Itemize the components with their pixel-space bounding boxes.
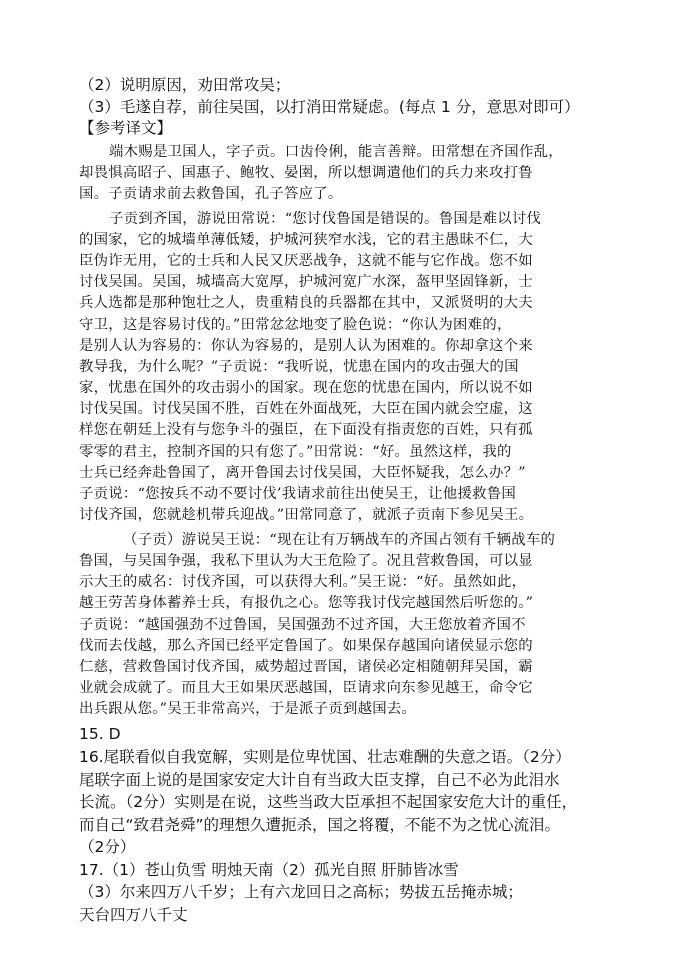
translation-line: 样您在朝廷上没有与您争斗的强臣，在下面没有指责您的百姓，只有孤 (79, 422, 533, 438)
translation-line: 子贡说：“您按兵不动不要讨伐’我请求前往出使吴王，让他援救鲁国 (79, 486, 517, 502)
translation-line: 子贡到齐国，游说田常说：“您讨伐鲁国是错误的。鲁国是难以讨伐 (109, 211, 542, 227)
translation-line: 子贡说：“越国强劲不过鲁国，吴国强劲不过齐国，大王您放着齐国不 (79, 617, 526, 633)
answer-17-line: 天台四万八千丈 (79, 906, 188, 924)
answer-15: 15. D (79, 725, 121, 743)
reference-title: 【参考译文】 (79, 119, 173, 137)
translation-line: 守卫，这是容易讨伐的。”田常忿忿地变了脸色说：“你认为困难的， (79, 317, 512, 333)
translation-line: 却畏惧高昭子、国惠子、鲍牧、晏圉，所以想调遣他们的兵力来攻打鲁 (79, 165, 533, 181)
translation-line: 仁慈，营救鲁国讨伐齐国，威势超过晋国，诸侯必定相随朝拜吴国，霸 (79, 659, 533, 675)
answer-17-line: （3）尔来四万八千岁；上有六龙回日之高标；势拔五岳掩赤城； (79, 883, 523, 901)
answer-3: （3）毛遂自荐，前往吴国，以打消田常疑虑。(每点 1 分，意思对即可） (79, 98, 580, 116)
translation-line: 臣伪诈无用，它的士兵和人民又厌恶战争，这就不能与它作战。您不如 (79, 253, 533, 269)
answer-16-line: 而自己“致君尧舜”的理想久遭扼杀，国之将覆，不能不为之忧心流泪。 (79, 816, 561, 834)
answer-16-line: （2分） (79, 838, 136, 856)
answer-16-line: 16.尾联看似自我宽解，实则是位卑忧国、壮志难酬的失意之语。（2分） (79, 748, 571, 766)
translation-line: 兵人选都是那种饱壮之人，贵重精良的兵器都在其中，又派贤明的大夫 (79, 295, 533, 311)
answer-16-line: 尾联字面上说的是国家安定大计自有当政大臣支撑，自己不必为此泪水 (79, 771, 560, 789)
translation-line: 的国家，它的城墙单薄低矮，护城河狭窄水浅，它的君主愚昧不仁，大 (79, 232, 533, 248)
translation-line: 出兵跟从您。”吴王非常高兴，于是派子贡到越国去。 (79, 701, 417, 717)
translation-line: 零零的君主，控制齐国的只有您了。”田常说：“好。虽然这样，我的 (79, 444, 512, 460)
translation-line: 国。子贡请求前去救鲁国，孔子答应了。 (79, 186, 343, 202)
translation-line: 讨伐齐国，您就趁机带兵迎战。”田常同意了，就派子贡南下参见吴王。 (79, 507, 534, 523)
translation-line: 讨伐吴国。吴国，城墙高大宽厚，护城河宽广水深，盔甲坚固锋新，士 (79, 274, 533, 290)
translation-line: 示大王的威名：讨伐齐国，可以获得大利。”吴王说：“好。虽然如此， (79, 574, 527, 590)
translation-line: 家，忧患在国外的攻击弱小的国家。现在您的忧患在国内，所以说不如 (79, 380, 533, 396)
translation-line: 越王劳苦身体蓄养士兵，有报仇之心。您等我讨伐完越国然后听您的。” (79, 595, 534, 611)
translation-line: 伐而去伐越，那么齐国已经平定鲁国了。如果保存越国向诸侯显示您的 (79, 638, 533, 654)
translation-line: 是别人认为容易的：你认为容易的，是别人认为困难的。你却拿这个来 (79, 338, 533, 354)
translation-line: 端木赐是卫国人，字子贡。口齿伶俐，能言善辩。田常想在齐国作乱， (109, 144, 563, 160)
answer-2: （2）说明原因，劝田常攻吴； (79, 76, 291, 94)
translation-line: 教导我，为什么呢？”子贡说：“我听说，忧患在国内的攻击强大的国 (79, 359, 519, 375)
translation-line: 鲁国，与吴国争强，我私下里认为大王危险了。况且营救鲁国，可以显 (79, 553, 533, 569)
translation-line: 讨伐吴国。讨伐吴国不胜，百姓在外面战死，大臣在国内就会空虚，这 (79, 401, 533, 417)
translation-line: （子贡）游说吴王说：“现在让有万辆战车的齐国占领有千辆战车的 (123, 532, 556, 548)
translation-line: 士兵已经奔赴鲁国了，离开鲁国去讨伐吴国，大臣怀疑我，怎么办？” (79, 465, 526, 481)
answer-17-line: 17.（1）苍山负雪 明烛天南（2）孤光自照 肝肺皆冰雪 (79, 861, 459, 879)
answer-16-line: 长流。（2分）实则是在说，这些当政大臣承担不起国家安危大计的重任， (79, 793, 578, 811)
translation-line: 业就会成就了。而且大王如果厌恶越国，臣请求向东参见越王，命令它 (79, 680, 533, 696)
